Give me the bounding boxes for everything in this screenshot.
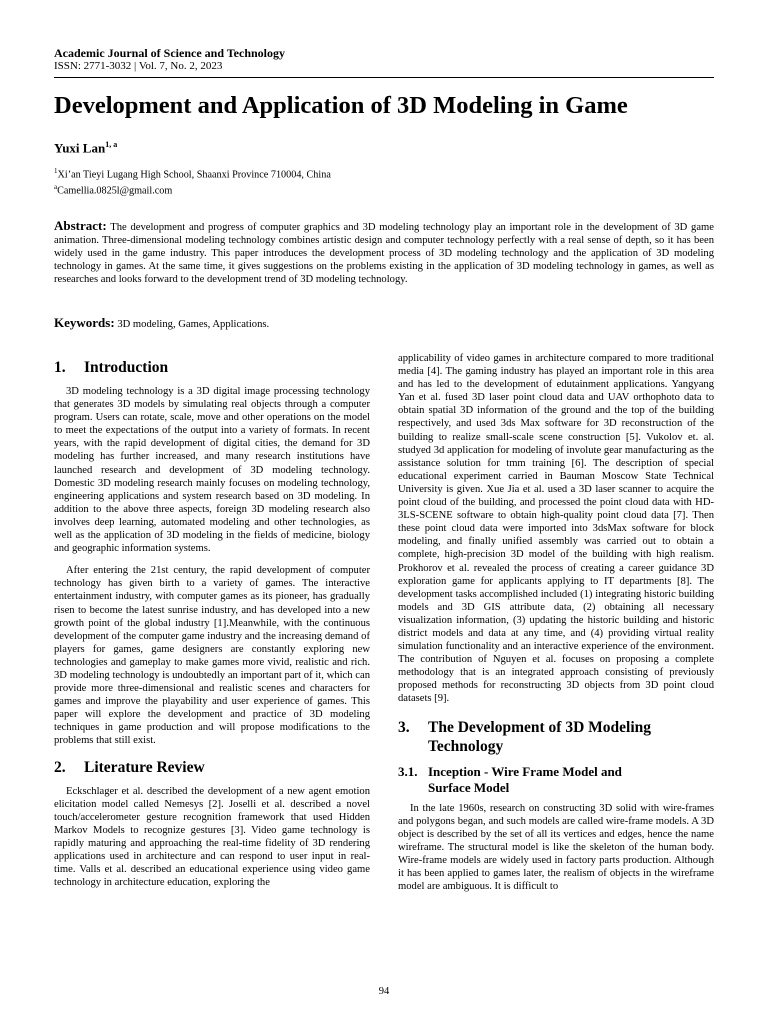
subsection-title bbox=[428, 764, 622, 796]
subsection-title-line-2: Surface Model bbox=[428, 779, 510, 795]
keywords bbox=[54, 315, 714, 331]
section-title: Introduction bbox=[84, 359, 169, 376]
development-paragraph-1: In the late 1960s, research on constructing 3D solid with wire-frames and polygons began, and such models are called wire-frame models. A 3D object is described by the set of all its vertices and edges, hence the name wireframe. The structural model is like the skeleton of the human body. Wire-frame models are widely used in factory parts production. Although it has been applied to games later, the realism of objects in the wireframe model are ambiguous. It is difficult to bbox=[398, 802, 714, 893]
subsection-number: 3.1. bbox=[398, 763, 418, 779]
section-title-line-2: Technology bbox=[428, 737, 504, 755]
keywords-text: 3D modeling, Games, Applications. bbox=[117, 319, 270, 330]
section-number: 1. bbox=[54, 359, 66, 376]
abstract bbox=[54, 219, 714, 286]
header-rule bbox=[54, 77, 714, 78]
author-name: Yuxi Lan bbox=[54, 140, 106, 156]
section-number: 3. bbox=[398, 718, 410, 736]
abstract-text: The development and progress of computer graphics and 3D modeling technology play an important role in the development of 3D game animation. Three-dimensional modeling technology combines artistic design and computer technology perfectly with a real sense of depth, so it has been widely used in the game industry. This paper introduces the development process of 3D modeling technology and the application of 3D modeling technology in games. At the same time, it gives suggestions on the problems existing in the application of 3D modeling technology in games, as well as researches and looks forward to the development trend of 3D modeling technology. bbox=[54, 222, 715, 286]
literature-paragraph-1-continued: applicability of video games in architecture compared to more traditional media [4]. The gaming industry has played an important role in this area and has led to the development of edutainment applications. Yangyang Yan et al. fused 3D laser point cloud data and UAV orthophoto data to obtain spatial 3D information of the ground and the top of the building respectively, and used 3ds Max software for 3D reconstruction of the building to realize small-scale scene construction [5]. Vukolov et. al. studyed 3d application for modeling of involute gear manufacturing as the assistance solution for tmm training [6]. The description of special educational experiment carried in Bauman Moscow State Technical University is given. Xue Jia et al. used a 3D laser scanner to acquire the point cloud of the building, and processed the point cloud data with HD-3LS-SCENE software to obtain high-quality point cloud data [7]. Then these point cloud data were imported into 3dsMax software for block modeling, and finally unified assembly was carried out to obtain a complete, high-precision 3D model of the building with high realism. Prokhorov et al. revealed the process of creating a career guidance 3D exploration game for applicants applying to IT departments [8]. The development tasks accomplished included (1) integrating historic building models and 3D GIS attribute data, (2) obtaining all necessary visualization information, (3) updating the historic building and historic district models and data at any time, and (4) providing virtual reality simulation functionality and an interactive experience of the environment. The contribution of Nguyen et al. focuses on proposing a complete methodology that is an integrated approach consisting of previously proposed methods for reconstructing 3D objects from 3D point cloud datasets [9]. bbox=[398, 353, 714, 705]
affiliation bbox=[54, 167, 331, 180]
page-number: 94 bbox=[378, 986, 390, 997]
abstract-label: Abstract: bbox=[54, 218, 107, 233]
keywords-label: Keywords: bbox=[54, 315, 115, 330]
section-title: Literature Review bbox=[84, 758, 205, 776]
author-superscript: 1, a bbox=[105, 140, 118, 149]
email-superscript: a bbox=[54, 183, 58, 191]
subsection-heading-inception bbox=[398, 764, 714, 796]
section-title bbox=[428, 718, 651, 756]
section-heading-introduction bbox=[54, 358, 370, 377]
email-text: Camellia.0825l@gmail.com bbox=[57, 185, 173, 197]
left-column bbox=[54, 352, 370, 889]
intro-paragraph-2: After entering the 21st century, the rapid development of computer technology has given birth to a variety of games. The interactive entertainment industry, with computer games as its pioneer, has gradually risen to become the latest sunrise industry, and has developed into a new growth point of the global industry [1].Meanwhile, with the continuous development of the computer game industry and the increasing demand of players for games, game designers are constantly exploring new technologies and gameplay to make games more vivid, realistic and rich. 3D modeling technology is undoubtedly an important part of it, which can provide more three-dimensional and realistic scenes and characters for games and improve the playability and user experience of games. This paper will explore the development and practice of 3D modeling techniques in game production and will propose modifications to the problems that still exist. bbox=[54, 565, 370, 747]
affiliation-text: Xi’an Tieyi Lugang High School, Shaanxi Province 710004, China bbox=[57, 169, 331, 181]
section-number: 2. bbox=[54, 758, 66, 776]
paper-title: Development and Application of 3D Modeling in Game bbox=[54, 92, 628, 119]
section-heading-literature-review bbox=[54, 758, 370, 777]
affiliation-superscript: 1 bbox=[54, 167, 58, 175]
email bbox=[54, 183, 172, 196]
section-heading-development bbox=[398, 718, 714, 756]
section-title-line-1: The Development of 3D Modeling bbox=[428, 718, 652, 736]
author bbox=[54, 140, 117, 156]
issn-line: ISSN: 2771-3032 | Vol. 7, No. 2, 2023 bbox=[54, 60, 223, 72]
right-column bbox=[398, 352, 714, 893]
literature-paragraph-1: Eckschlager et al. described the development of a new agent emotion elicitation model called Nemesys [2]. Joselli et al. described a novel touch/accelerometer gesture recognition framework that used Hidden Markov Models to recognize gestures [3]. Video game technology is rapidly maturing and approaching the real-time fidelity of 3D rendering applications used in architecture and can respond to user input in real-time. Valls et al. described an educational experience using video game technology in architecture education, exploring the bbox=[54, 785, 370, 889]
subsection-title-line-1: Inception - Wire Frame Model and bbox=[428, 763, 622, 779]
journal-name: Academic Journal of Science and Technology bbox=[54, 46, 286, 60]
intro-paragraph-1: 3D modeling technology is a 3D digital image processing technology that generates 3D models by simulating real objects through a computer program. Users can rotate, scale, move and other operations on the model to meet the expectations of the output into a variety of formats. In recent years, with the rapid development of digital cities, the demand for 3D modeling has further increased, and many research institutions have launched research and development of 3D modeling technology. Domestic 3D modeling research mainly focuses on modeling technology, engineering applications and system research based on 3D modeling. In addition to the above three aspects, foreign 3D modeling research also involves deep learning, automated modeling and other technologies, as well as the application of 3D modeling in the fields of medicine, biology and geographic information systems. bbox=[54, 386, 370, 555]
